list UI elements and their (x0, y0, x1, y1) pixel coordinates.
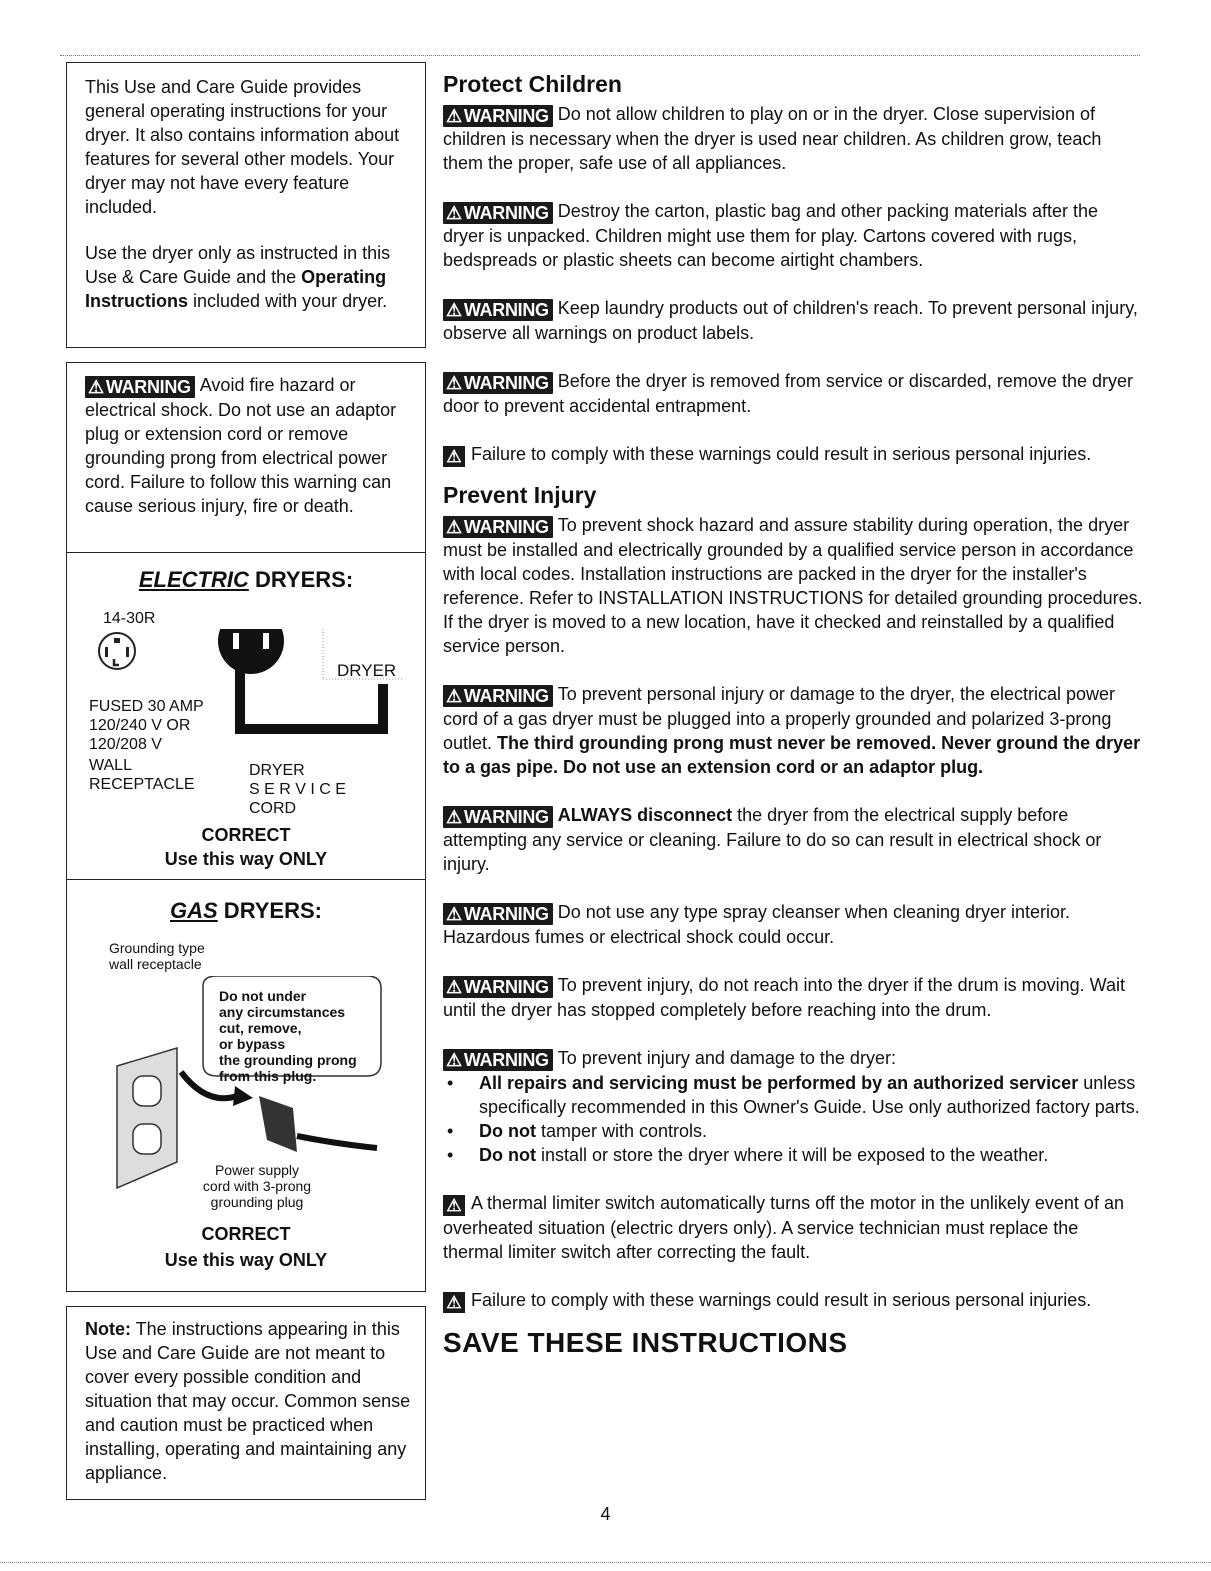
page-number: 4 (600, 1504, 611, 1524)
prevent-warning-6: ⚠ WARNING To prevent injury and damage to the dryer: (443, 1046, 1143, 1071)
warning-badge: ⚠ WARNING (443, 299, 553, 321)
warning-badge: ⚠ WARNING (443, 903, 553, 925)
warning-badge: ⚠ WARNING (443, 1049, 553, 1071)
electric-dryers-section (67, 553, 425, 880)
thermal-limiter-note: ⚠ A thermal limiter switch automatically turns off the motor in the unlikely event of an overheated situation (electric dryers only). A service technician must replace the thermal limiter switch after correcting the fault. (443, 1193, 1124, 1262)
note-box (66, 1306, 426, 1500)
protect-warning-1: ⚠ WARNING Do not allow children to play on or in the dryer. Close supervision of children is necessary when the dryer is used near children. As children grow, teach them the proper, safe use of all appliances. (443, 104, 1102, 173)
fire-warning-section (67, 363, 425, 553)
warning-badge: ⚠ WARNING (443, 806, 553, 828)
intro-2-bold: Operating Instructions (85, 267, 387, 311)
voltage-2: 120/208 V (89, 736, 162, 753)
protect-warning-3: ⚠ WARNING Keep laundry products out of children's reach. To prevent personal injury, observe all warnings on product labels. (443, 298, 1138, 343)
grounding-label-2: wall receptacle (109, 956, 202, 972)
electric-use-only: Use this way ONLY (164, 849, 328, 869)
note-text: The instructions appearing in this Use and Care Guide are not meant to cover every possible condition and situation that may occur. Common sense and caution must be practiced when installing, operating and maintaining any appliance. (85, 1319, 411, 1483)
fused-label: FUSED 30 AMP (89, 698, 204, 715)
servicing-list (443, 1071, 1143, 1167)
gas-dryers-section (67, 880, 425, 1292)
protect-warning-2: ⚠ WARNING Destroy the carton, plastic bag and other packing materials after the dryer is unpacked. Children might use them for play. Cartons covered with rugs, bedspreads or plastic sheets can become airtight chambers. (443, 201, 1099, 270)
warning-triangle-icon: ⚠ (446, 1050, 462, 1070)
grounding-box (66, 362, 426, 1292)
warning-badge: ⚠ WARNING (443, 372, 553, 394)
prevent-warning-3: ⚠ WARNING ALWAYS disconnect the dryer from the electrical supply before attempting any service or cleaning. Failure to do so can result in electrical shock or injury. (443, 805, 1102, 874)
warning-badge: ⚠ WARNING (443, 516, 553, 538)
cord-label-2: S E R V I C E (249, 781, 346, 798)
warning-triangle-icon: ⚠ (446, 373, 462, 393)
warning-badge: ⚠ WARNING (443, 976, 553, 998)
warning-badge: ⚠ WARNING (443, 202, 553, 224)
warning-triangle-icon: ⚠ (446, 977, 462, 997)
cord-label-1: DRYER (249, 762, 305, 779)
list-item: • Do not tamper with controls. (443, 1119, 1143, 1143)
intro-box (66, 62, 426, 348)
prevent-warning-5: ⚠ WARNING To prevent injury, do not reach into the dryer if the drum is moving. Wait until the dryer has stopped completely before reaching into the drum. (443, 975, 1126, 1020)
warning-triangle-icon: ⚠ (443, 446, 465, 467)
warning-triangle-icon: ⚠ (446, 517, 462, 537)
fire-warning-text: Avoid fire hazard or electrical shock. Do not use an adaptor plug or extension cord or remove grounding prong from electrical power cord. Failure to follow this warning can cause serious injury, fire or death. (85, 375, 397, 516)
list-item: • Do not install or store the dryer where it will be exposed to the weather. (443, 1143, 1143, 1167)
warning-badge: ⚠ WARNING (443, 685, 553, 707)
prevent-warning-2: ⚠ WARNING To prevent personal injury or damage to the dryer, the electrical power cord of a gas dryer must be plugged into a properly grounded and polarized 3-prong outlet. The third grounding prong must never be removed. Never ground the dryer to a gas pipe. Do not use an extension cord or an adaptor plug. (443, 684, 1141, 777)
dryer-label: DRYER (337, 661, 397, 680)
gas-title: GAS DRYERS: (170, 898, 322, 923)
warning-triangle-icon: ⚠ (446, 106, 462, 126)
grounding-callout: Do not under any circumstances cut, remove, or bypass the grounding prong from this plug. (219, 988, 357, 1084)
cord-label-3: CORD (249, 800, 297, 817)
top-rule (60, 55, 1140, 56)
intro-paragraph-2 (85, 241, 411, 313)
warning-badge: ⚠ WARNING (443, 105, 553, 127)
gas-use-only: Use this way ONLY (164, 1250, 328, 1270)
list-item: • All repairs and servicing must be performed by an authorized servicer unless specifically recommended in this Owner's Guide. Use only authorized factory parts. (443, 1071, 1143, 1119)
receptacle-label: RECEPTACLE (89, 776, 195, 793)
intro-2-b: included with your dryer. (188, 291, 388, 311)
warning-triangle-icon: ⚠ (446, 203, 462, 223)
protect-children-heading: Protect Children (443, 71, 622, 97)
save-instructions-heading: SAVE THESE INSTRUCTIONS (443, 1327, 848, 1358)
prevent-warning-1: ⚠ WARNING To prevent shock hazard and assure stability during operation, the dryer must be installed and electrically grounded by a qualified service person in accordance with local codes. Installation instructions are packed in the dryer for the installer's reference. Refer to INSTALLATION INSTRUCTIONS for detailed grounding procedures. If the dryer is moved to a new location, have it checked and reinstalled by a qualified service person. (443, 515, 1143, 656)
receptacle-code: 14-30R (103, 610, 156, 627)
voltage-1: 120/240 V OR (89, 717, 191, 734)
bottom-rule (0, 1562, 1211, 1563)
intro-2-a: Use the dryer only as instructed in this Use & Care Guide and the (85, 243, 391, 287)
warning-triangle-icon: ⚠ (446, 904, 462, 924)
warning-triangle-icon: ⚠ (88, 377, 104, 397)
electric-title: ELECTRIC DRYERS: (138, 567, 354, 592)
gas-correct: CORRECT (201, 1224, 291, 1244)
warning-triangle-icon: ⚠ (443, 1195, 465, 1216)
wall-label: WALL (89, 757, 132, 774)
note-label: Note: (85, 1319, 131, 1339)
prevent-failure-note: ⚠ Failure to comply with these warnings could result in serious personal injuries. (443, 1288, 1143, 1313)
intro-paragraph-1: This Use and Care Guide provides general operating instructions for your dryer. It also contains information about features for several other models. Your dryer may not have every feature included. (85, 77, 400, 217)
warning-triangle-icon: ⚠ (446, 807, 462, 827)
warning-triangle-icon: ⚠ (443, 1292, 465, 1313)
prevent-warning-4: ⚠ WARNING Do not use any type spray cleanser when cleaning dryer interior. Hazardous fumes or electrical shock could occur. (443, 902, 1071, 947)
protect-failure-note: ⚠ Failure to comply with these warnings could result in serious personal injuries. (443, 442, 1143, 467)
electric-correct: CORRECT (201, 825, 291, 845)
prevent-injury-heading: Prevent Injury (443, 482, 597, 508)
protect-warning-4: ⚠ WARNING Before the dryer is removed from service or discarded, remove the dryer door to prevent accidental entrapment. (443, 371, 1133, 416)
right-column (443, 70, 1143, 1359)
warning-triangle-icon: ⚠ (446, 686, 462, 706)
warning-triangle-icon: ⚠ (446, 300, 462, 320)
warning-badge: ⚠ WARNING (85, 376, 195, 398)
power-supply-label: Power supply cord with 3-prong grounding plug (202, 1162, 312, 1210)
grounding-label-1: Grounding type (109, 940, 205, 956)
